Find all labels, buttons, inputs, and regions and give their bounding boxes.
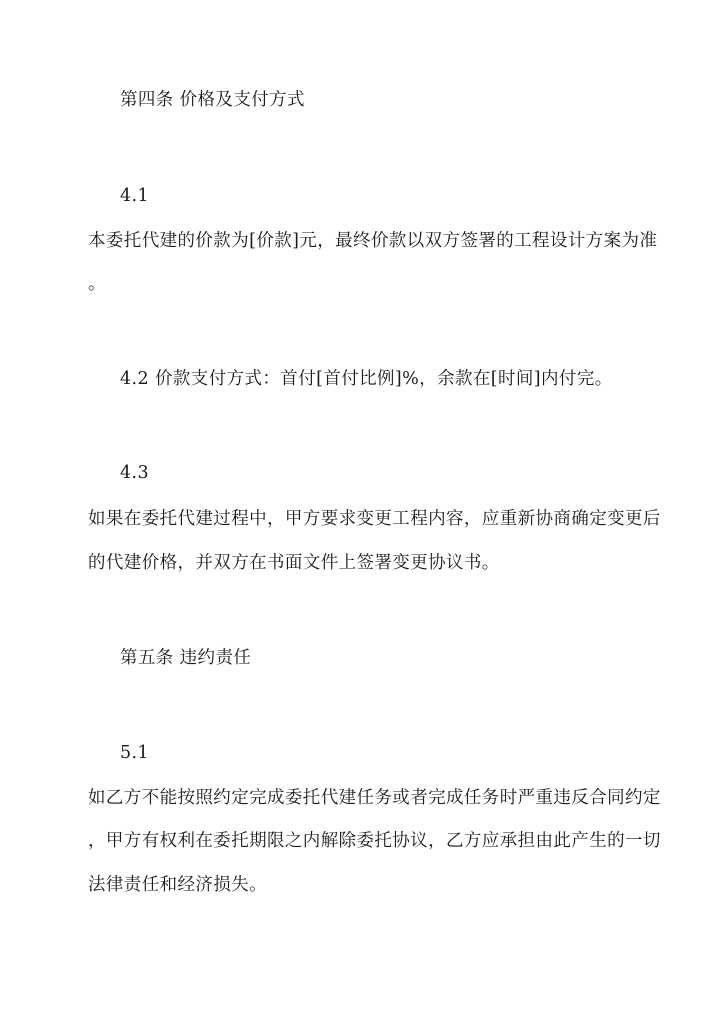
clause-4-3-line-1: 如果在委托代建过程中，甲方要求变更工程内容，应重新协商确定变更后: [88, 509, 661, 529]
clause-4-3-number: 4.3: [120, 463, 150, 483]
article-5-heading: 第五条 违约责任: [120, 648, 252, 668]
clause-4-1-line-1: 本委托代建的价款为[价款]元，最终价款以双方签署的工程设计方案为准: [88, 231, 658, 251]
clause-4-1-number: 4.1: [120, 186, 150, 206]
clause-5-1-number: 5.1: [120, 743, 150, 763]
article-4-heading: 第四条 价格及支付方式: [120, 90, 305, 110]
clause-4-1-line-2: 。: [88, 274, 106, 294]
clause-4-2-text: 4.2 价款支付方式：首付[首付比例]%，余款在[时间]内付完。: [120, 369, 613, 389]
clause-4-3-line-2: 的代建价格，并双方在书面文件上签署变更协议书。: [88, 553, 500, 573]
clause-5-1-line-2: ，甲方有权利在委托期限之内解除委托协议，乙方应承担由此产生的一切: [88, 831, 661, 851]
clause-5-1-line-3: 法律责任和经济损失。: [88, 875, 267, 895]
clause-5-1-line-1: 如乙方不能按照约定完成委托代建任务或者完成任务时严重违反合同约定: [88, 788, 661, 808]
